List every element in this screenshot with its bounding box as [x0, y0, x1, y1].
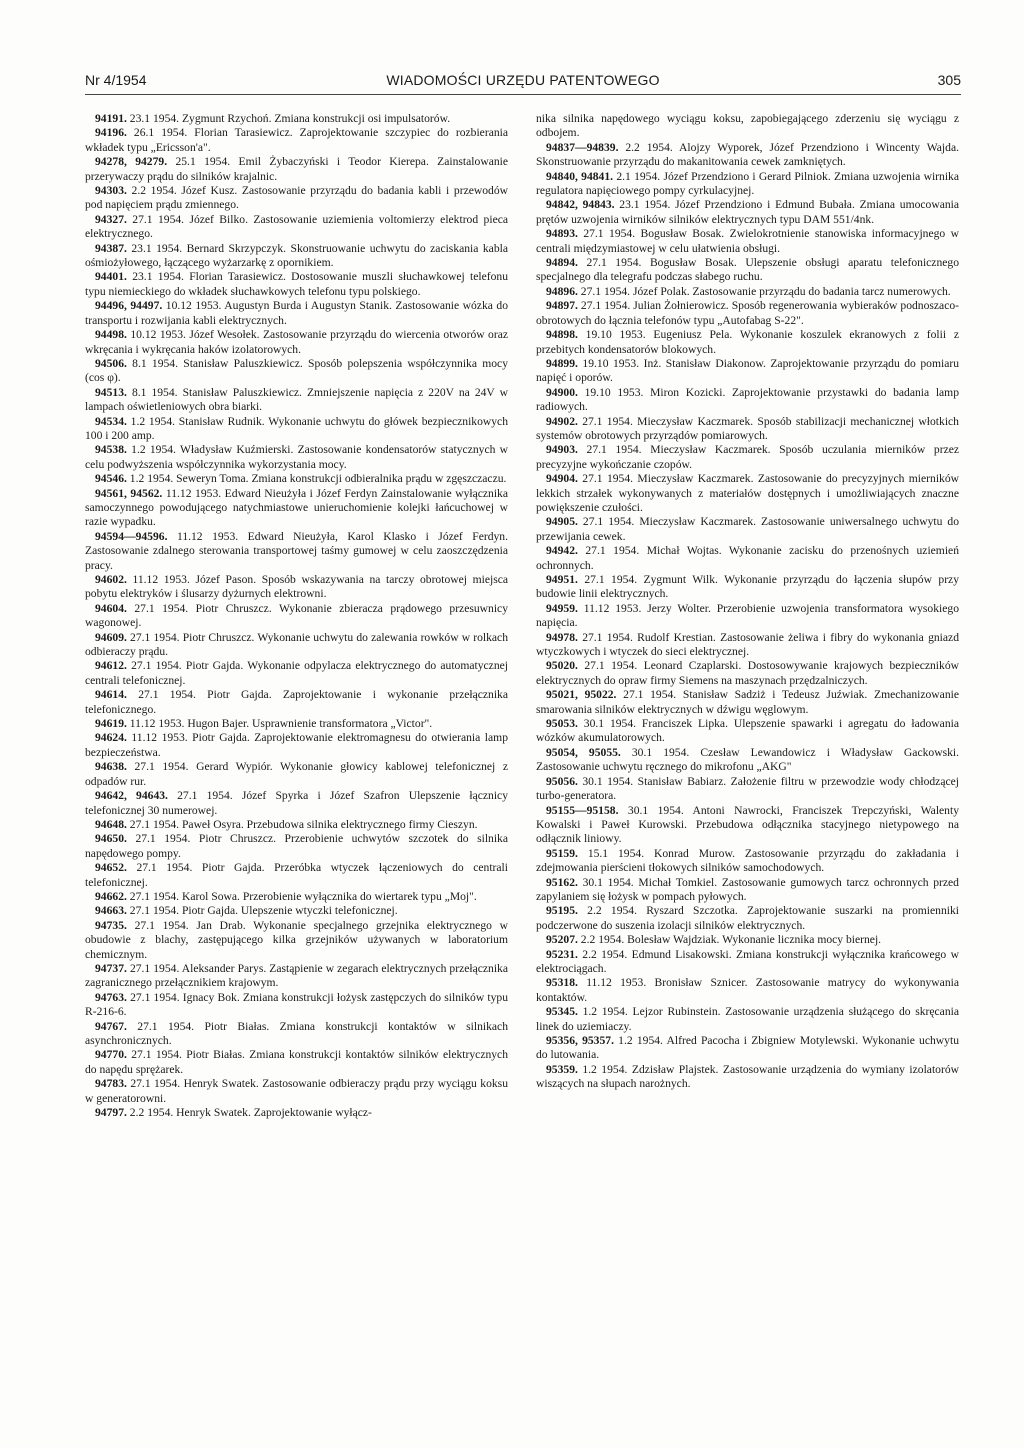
entry-text: 27.1 1954. Piotr Chruszcz. Wykonanie zbieracza prądowego przesuwnicy wagonowej.	[85, 601, 508, 630]
patent-entry	[536, 285, 959, 299]
patent-entry	[536, 904, 959, 933]
running-head	[85, 72, 961, 94]
patent-entry	[536, 386, 959, 415]
entry-number: 94893.	[546, 227, 578, 241]
entry-text: 2.2 1954. Edmund Lisakowski. Zmiana konstrukcji wyłącznika krańcowego w elektrociągach.	[536, 947, 959, 975]
entry-text: 27.1 1954. Leonard Czaplarski. Dostosowywanie krajowych bezpieczników elektrycznych do opraw firmy Siemens na maszynach przędzalniczych.	[536, 659, 959, 687]
patent-entry	[85, 328, 508, 357]
entry-number: 94604.	[95, 601, 127, 615]
patent-entry	[85, 530, 508, 573]
patent-entry	[536, 1063, 959, 1092]
patent-entry	[85, 818, 508, 832]
patent-entry	[85, 1106, 508, 1120]
patent-entry	[536, 415, 959, 444]
patent-entry	[536, 544, 959, 573]
patent-entry	[85, 631, 508, 660]
patent-entry	[85, 242, 508, 271]
patent-entry	[536, 1005, 959, 1034]
entry-number: 94327.	[95, 212, 127, 226]
entry-text: 30.1 1954. Czesław Lewandowicz i Władysław Gackowski. Zastosowanie uchwytu ręcznego do mikrofonu „AKG"	[536, 745, 959, 774]
patent-entry	[536, 1034, 959, 1063]
entry-number: 94897.	[546, 299, 578, 313]
patent-entry	[85, 789, 508, 818]
entry-number: 95053.	[546, 717, 578, 731]
entry-text: nika silnika napędowego wyciągu koksu, zapobiegającego zderzeniu się wyciągu z odbojem.	[536, 112, 959, 140]
entry-text: 27.1 1954. Piotr Gajda. Ulepszenie wtyczki telefonicznej.	[129, 904, 398, 918]
entry-number: 95356, 95357.	[546, 1034, 614, 1047]
entry-number: 94546.	[95, 472, 127, 486]
entry-text: 27.1 1954. Piotr Chruszcz. Wykonanie uchwytu do zalewania rowków w rolkach odbieraczy prądu.	[85, 630, 508, 659]
entry-number: 94619.	[95, 717, 127, 731]
entry-text: 2.2 1954. Ryszard Szczotka. Zaprojektowanie suszarki na promienniki podczerwone do suszenia izolacji silników elektrycznych.	[536, 904, 959, 932]
entry-text: 1.2 1954. Alfred Pacocha i Zbigniew Motylewski. Wykonanie uchwytu do lutowania.	[536, 1034, 959, 1062]
patent-entry	[536, 775, 959, 804]
entry-number: 94899.	[546, 356, 578, 370]
patent-entry	[85, 659, 508, 688]
entry-text: 11.12 1953. Józef Pason. Sposób wskazywania na tarczy obrotowej miejsca pobytu elektryków i ślusarzy dyżurnych elektrowni.	[85, 573, 508, 601]
entry-number: 94496, 94497.	[95, 299, 163, 313]
entry-number: 95345.	[546, 1005, 578, 1019]
entry-number: 94767.	[95, 1019, 127, 1033]
entry-number: 95159.	[546, 846, 578, 860]
entry-text: 27.1 1954. Paweł Osyra. Przebudowa silnika elektrycznego firmy Cieszyn.	[129, 817, 478, 831]
entry-text: 27.1 1954. Karol Sowa. Przerobienie wyłącznika do wiertarek typu „Moj".	[129, 889, 477, 903]
patent-entry	[536, 631, 959, 660]
patent-entry	[85, 602, 508, 631]
entry-number: 94538.	[95, 443, 127, 457]
entry-number: 94951.	[546, 573, 578, 586]
patent-entry	[85, 155, 508, 184]
patent-entry	[536, 227, 959, 256]
entry-text: 10.12 1953. Augustyn Burda i Augustyn Stanik. Zastosowanie wózka do transportu i rozwijania kabli elektrycznych.	[85, 299, 508, 327]
entry-number: 95359.	[546, 1062, 578, 1076]
entry-number: 94506.	[95, 356, 127, 370]
entry-number: 94662.	[95, 889, 127, 903]
entry-number: 95231.	[546, 947, 578, 961]
entry-number: 94978.	[546, 630, 578, 644]
entry-text: 1.2 1954. Władysław Kuźmierski. Zastosowanie kondensatorów statycznych w celu podwyższenia współczynnika wykorzystania mocy.	[85, 443, 508, 471]
patent-entry	[85, 299, 508, 328]
entry-number: 94594—94596.	[95, 529, 168, 543]
entry-number: 94513.	[95, 385, 127, 399]
entry-number: 94905.	[546, 515, 578, 529]
entry-text: 30.1 1954. Stanisław Babiarz. Założenie filtru w przewodzie wody chłodzącej turbo-generatora.	[536, 774, 959, 803]
entry-number: 95056.	[546, 774, 578, 788]
entry-text: 19.10 1953. Inż. Stanisław Diakonow. Zaprojektowanie przyrządu do pomiaru napięć i oporów.	[536, 356, 959, 385]
entry-number: 94896.	[546, 284, 578, 298]
entry-text: 27.1 1954. Jan Drab. Wykonanie specjalnego grzejnika elektrycznego w obudowie z blachy, zastępującego kilka grzejników używanych w laboratorium chemicznym.	[85, 918, 508, 961]
right-column	[536, 112, 959, 1412]
patent-entry	[536, 170, 959, 199]
entry-number: 94837—94839.	[546, 140, 619, 154]
entry-text: 23.1 1954. Zygmunt Rzychoń. Zmiana konstrukcji osi impulsatorów.	[129, 112, 451, 125]
patent-entry	[85, 472, 508, 486]
entry-number: 94902.	[546, 414, 578, 428]
entry-number: 94763.	[95, 990, 127, 1004]
patent-entry	[536, 141, 959, 170]
entry-text: 27.1 1954. Piotr Gajda. Wykonanie odpylacza elektrycznego do automatycznej centrali telefonicznej.	[85, 659, 508, 687]
entry-number: 94797.	[95, 1106, 127, 1120]
entry-text: 23.1 1954. Florian Tarasiewicz. Dostosowanie muszli słuchawkowej telefonu typu niemieckiego do wkładek słuchawkowych telefonu typu polskiego.	[85, 270, 508, 298]
entry-number: 94303.	[95, 184, 127, 198]
patent-entry	[536, 847, 959, 876]
entry-text: 27.1 1954. Julian Żołnierowicz. Sposób regenerowania wybieraków podnoszaco-obrotowych do łącznia telefonów typu „Autofabag S-22".	[536, 299, 959, 327]
entry-number: 94894.	[546, 256, 578, 270]
entry-text: 27.1 1954. Mieczysław Kaczmarek. Sposób stabilizacji mechanicznej włotkich systemów obrotowych przyrządów pomiarowych.	[536, 414, 959, 442]
journal-title: WIADOMOŚCI URZĘDU PATENTOWEGO	[386, 72, 660, 88]
patent-entry	[536, 804, 959, 847]
entry-text: 15.1 1954. Konrad Murow. Zastosowanie przyrządu do zakładania i zdejmowania pierścieni tłokowych silników samochodowych.	[536, 846, 959, 875]
patent-entry	[536, 256, 959, 285]
entry-number: 94904.	[546, 472, 578, 486]
entry-text: 27.1 1954. Rudolf Krestian. Zastosowanie żeliwa i fibry do wykonania gniazd wtyczkowych i wtyczek do sieci elektrycznej.	[536, 630, 959, 659]
patent-entry	[85, 717, 508, 731]
entry-number: 94498.	[95, 328, 127, 342]
patent-entry	[85, 1048, 508, 1077]
entry-number: 94842, 94843.	[546, 198, 615, 212]
patent-entry	[85, 487, 508, 530]
patent-entry	[85, 1077, 508, 1106]
entry-number: 94602.	[95, 573, 127, 586]
patent-entry	[536, 746, 959, 775]
entry-text: 27.1 1954. Piotr Białas. Zmiana konstrukcji kontaktów w silnikach asynchronicznych.	[85, 1019, 508, 1047]
entry-text: 27.1 1954. Józef Bilko. Zastosowanie uziemienia voltomierzy elektrod pieca elektrycznego.	[85, 212, 508, 241]
patent-entry	[85, 861, 508, 890]
patent-entry	[536, 717, 959, 746]
patent-entry	[536, 688, 959, 717]
page-number: 305	[937, 72, 961, 88]
patent-entry	[85, 126, 508, 155]
patent-entry	[85, 760, 508, 789]
entry-text: 27.1 1954. Gerard Wypiór. Wykonanie głowicy kablowej telefonicznej z odpadów rur.	[85, 760, 508, 788]
entry-number: 94648.	[95, 817, 127, 831]
entry-text: 27.1 1954. Piotr Białas. Zmiana konstrukcji kontaktów silników elektrycznych do napędu sprężarek.	[85, 1048, 508, 1076]
entry-text: 2.2 1954. Henryk Swatek. Zaprojektowanie wyłącz-	[129, 1106, 372, 1120]
entry-text: 27.1 1954. Mieczysław Kaczmarek. Zastosowanie do precyzyjnych mierników lekkich strzałek wykonywanych z materiałów dostępnych i umożliwiających znaczne powiększenie czułości.	[536, 472, 959, 514]
entry-number: 94903.	[546, 443, 578, 457]
patent-entry	[536, 112, 959, 141]
entry-number: 94735.	[95, 918, 127, 932]
patent-entry	[85, 688, 508, 717]
entry-number: 95054, 95055.	[546, 745, 621, 759]
entry-number: 94624.	[95, 731, 127, 745]
entry-text: 27.1 1954. Zygmunt Wilk. Wykonanie przyrządu do łączenia słupów przy budowie linii elektrycznych.	[536, 573, 959, 601]
patent-entry	[85, 890, 508, 904]
entry-text: 27.1 1954. Ignacy Bok. Zmiana konstrukcji łożysk zastępczych do silników typu R-216-6.	[85, 990, 508, 1019]
entry-text: 11.12 1953. Bronisław Sznicer. Zastosowanie matrycy do wykonywania kontaktów.	[536, 976, 959, 1004]
entry-text: 30.1 1954. Michał Tomkiel. Zastosowanie gumowych tarcz ochronnych przed zapylaniem się łożysk w pompach pyłowych.	[536, 875, 959, 903]
entry-text: 27.1 1954. Bogusław Bosak. Ulepszenie obsługi aparatu telefonicznego specjalnego dla telegrafu podczas słabego ruchu.	[536, 256, 959, 284]
entry-text: 2.1 1954. Józef Przendziono i Gerard Pilniok. Zmiana uzwojenia wirnika regulatora napięciowego pompy cyrkulacyjnej.	[536, 169, 959, 198]
entry-number: 94196.	[95, 126, 127, 140]
entry-text: 2.2 1954. Alojzy Wyporek, Józef Przendziono i Wincenty Wajda. Skonstruowanie przyrządu do makanitowania cewek zamkniętych.	[536, 140, 959, 169]
patent-entry	[85, 112, 508, 126]
patent-entry	[85, 184, 508, 213]
entry-text: 23.1 1954. Józef Przendziono i Edmund Bubała. Zmiana umocowania prętów uzwojenia wirników silników elektrycznych typu DAM 551/4nk.	[536, 198, 959, 226]
entry-number: 95195.	[546, 904, 578, 918]
entry-text: 11.12 1953. Jerzy Wolter. Przerobienie uzwojenia transformatora wysokiego napięcia.	[536, 601, 959, 630]
entry-text: 30.1 1954. Franciszek Lipka. Ulepszenie spawarki i agregatu do ładowania wózków akumulatorowych.	[536, 717, 959, 745]
entry-text: 30.1 1954. Antoni Nawrocki, Franciszek Trepczyński, Walenty Kowalski i Paweł Kurowski. Przebudowa odłącznika stacyjnego nietypowego na odłącznik liniowy.	[536, 803, 959, 846]
entry-text: 27.1 1954. Mieczysław Kaczmarek. Zastosowanie uniwersalnego uchwytu do przewijania cewek.	[536, 515, 959, 543]
entry-text: 23.1 1954. Bernard Skrzypczyk. Skonstruowanie uchwytu do zaciskania kabla ośmiożyłowego, łączącego wyżarzarkę z opornikiem.	[85, 241, 508, 270]
entry-text: 1.2 1954. Seweryn Toma. Zmiana konstrukcji odbieralnika prądu w zgęszczaczu.	[129, 472, 507, 486]
entry-text: 2.2 1954. Józef Kusz. Zastosowanie przyrządu do badania kabli i przewodów pod napięciem prądu zmiennego.	[85, 184, 508, 212]
entry-text: 11.12 1953. Edward Nieużyła, Karol Klasko i Józef Ferdyn. Zastosowanie zdalnego sterowania transportowej taśmy gumowej w celu zaoszczędzenia pracy.	[85, 529, 508, 572]
entry-text: 2.2 1954. Bolesław Wajdziak. Wykonanie licznika mocy biernej.	[580, 933, 882, 947]
entry-text: 19.10 1953. Miron Kozicki. Zaprojektowanie przystawki do badania lamp radiowych.	[536, 385, 959, 414]
patent-entry	[536, 198, 959, 227]
patent-entry	[536, 659, 959, 688]
entry-number: 94737.	[95, 961, 127, 975]
entry-text: 25.1 1954. Emil Żybaczyński i Teodor Kierepa. Zainstalowanie przerywaczy prądu do silników krajalnic.	[85, 155, 508, 183]
patent-entry	[85, 832, 508, 861]
entry-number: 94650.	[95, 832, 127, 846]
patent-entry	[536, 357, 959, 386]
patent-entry	[536, 876, 959, 905]
entry-number: 94638.	[95, 760, 127, 774]
entry-number: 94387.	[95, 241, 127, 255]
entry-number: 95162.	[546, 875, 578, 889]
patent-entry	[536, 443, 959, 472]
entry-number: 94783.	[95, 1077, 127, 1091]
patent-entry	[536, 933, 959, 947]
patent-entry	[536, 573, 959, 602]
patent-entry	[536, 602, 959, 631]
patent-entry	[85, 1020, 508, 1049]
entry-text: 1.2 1954. Lejzor Rubinstein. Zastosowanie urządzenia służącego do skręcania linek do uziemiaczy.	[536, 1005, 959, 1033]
left-column	[85, 112, 508, 1412]
entry-number: 95318.	[546, 976, 578, 990]
entry-number: 95207.	[546, 933, 578, 947]
entry-text: 27.1 1954. Piotr Chruszcz. Przerobienie uchwytów szczotek do silnika napędowego pompy.	[85, 832, 508, 860]
entry-text: 1.2 1954. Zdzisław Plajstek. Zastosowanie urządzenia do wymiany izolatorów wiszących na słupach narożnych.	[536, 1062, 959, 1091]
entry-number: 94561, 94562.	[95, 486, 163, 500]
entry-number: 95155—95158.	[546, 803, 619, 817]
entry-text: 27.1 1954. Piotr Gajda. Zaprojektowanie i wykonanie przełącznika telefonicznego.	[85, 688, 508, 716]
patent-entry	[85, 731, 508, 760]
entry-text: 27.1 1954. Bogusław Bosak. Zwielokrotnienie stanowiska informacyjnego w centrali międzymiastowej w celu ułatwienia obsługi.	[536, 227, 959, 255]
entry-text: 26.1 1954. Florian Tarasiewicz. Zaprojektowanie szczypiec do rozbierania wkładek typu „Ericsson'a".	[85, 126, 508, 154]
entry-text: 11.12 1953. Hugon Bajer. Usprawnienie transformatora „Victor".	[129, 717, 433, 731]
entry-number: 94959.	[546, 601, 578, 615]
patent-entry	[85, 415, 508, 444]
patent-entry	[536, 328, 959, 357]
patent-entry	[536, 472, 959, 515]
entry-number: 95021, 95022.	[546, 688, 617, 702]
patent-entry	[85, 443, 508, 472]
entry-text: 8.1 1954. Stanisław Paluszkiewicz. Zmniejszenie napięcia z 220V na 24V w lampach oświetleniowych obra biarki.	[85, 385, 508, 414]
patent-entry	[536, 976, 959, 1005]
issue-number: Nr 4/1954	[85, 72, 147, 88]
entry-number: 94942.	[546, 544, 578, 558]
patent-entry	[85, 270, 508, 299]
entry-number: 94191.	[95, 112, 127, 125]
entry-text: 27.1 1954. Stanisław Sadziż i Tedeusz Juźwiak. Zmechanizowanie smarowania silników elektrycznych w dźwigu węglowym.	[536, 688, 959, 716]
entry-text: 10.12 1953. Józef Wesołek. Zastosowanie przyrządu do wiercenia otworów oraz wkręcania i wykręcania haków izolatorowych.	[85, 328, 508, 356]
entry-number: 94534.	[95, 414, 127, 428]
entry-number: 94840, 94841.	[546, 169, 614, 183]
entry-text: 27.1 1954. Piotr Gajda. Przeróbka wtyczek łączeniowych do centrali telefonicznej.	[85, 861, 508, 889]
patent-entry	[536, 299, 959, 328]
patent-entry	[85, 904, 508, 918]
entry-number: 94614.	[95, 688, 127, 702]
entry-text: 27.1 1954. Józef Polak. Zastosowanie przyrządu do badania tarcz numerowych.	[580, 284, 951, 298]
entry-text: 27.1 1954. Henryk Swatek. Zastosowanie odbieraczy prądu przy wyciągu koksu w generatorowni.	[85, 1077, 508, 1105]
entry-text: 1.2 1954. Stanisław Rudnik. Wykonanie uchwytu do główek bezpiecznikowych 100 i 200 amp.	[85, 414, 508, 442]
entry-number: 94770.	[95, 1048, 127, 1062]
patent-entry	[85, 386, 508, 415]
entry-number: 94401.	[95, 270, 127, 284]
patent-entry	[85, 919, 508, 962]
entry-text: 11.12 1953. Piotr Gajda. Zaprojektowanie elektromagnesu do otwierania lamp bezpieczeństwa.	[85, 731, 508, 759]
entry-text: 27.1 1954. Aleksander Parys. Zastąpienie w zegarach elektrycznych przełącznika zagranicznego przełącznikiem krajowym.	[85, 961, 508, 990]
patent-entry	[536, 515, 959, 544]
entry-text: 8.1 1954. Stanisław Paluszkiewicz. Sposób polepszenia współczynnika mocy (cos φ).	[85, 356, 508, 385]
entry-text: 19.10 1953. Eugeniusz Pela. Wykonanie koszulek ekranowych z folii z przebitych kondensatorów blokowych.	[536, 328, 959, 356]
patent-entry	[85, 962, 508, 991]
entry-number: 94652.	[95, 861, 127, 875]
entry-number: 94612.	[95, 659, 127, 673]
entry-number: 95020.	[546, 659, 578, 673]
patent-entry	[85, 213, 508, 242]
entry-text: 11.12 1953. Edward Nieużyła i Józef Ferdyn Zainstalowanie wyłącznika samoczynnego powodującego natychmiastowe unieruchomienie kolejki łańcuchowej w razie wypadku.	[85, 486, 508, 529]
header-rule	[85, 94, 961, 95]
entry-number: 94663.	[95, 904, 127, 918]
patent-entry	[85, 991, 508, 1020]
entry-number: 94900.	[546, 385, 578, 399]
entry-number: 94609.	[95, 630, 127, 644]
entry-text: 27.1 1954. Józef Spyrka i Józef Szafron Ulepszenie łącznicy telefonicznej 30 numerowej.	[85, 789, 508, 817]
entry-text: 27.1 1954. Mieczysław Kaczmarek. Sposób uczulania mierników przez precyzyjne wykończanie czopów.	[536, 443, 959, 471]
patent-entry	[85, 357, 508, 386]
patent-entry	[85, 573, 508, 602]
entry-number: 94278, 94279.	[95, 155, 168, 169]
patent-entry	[536, 948, 959, 977]
entry-number: 94898.	[546, 328, 578, 342]
entry-text: 27.1 1954. Michał Wojtas. Wykonanie zacisku do przenośnych uziemień ochronnych.	[536, 544, 959, 572]
entry-number: 94642, 94643.	[95, 789, 168, 803]
